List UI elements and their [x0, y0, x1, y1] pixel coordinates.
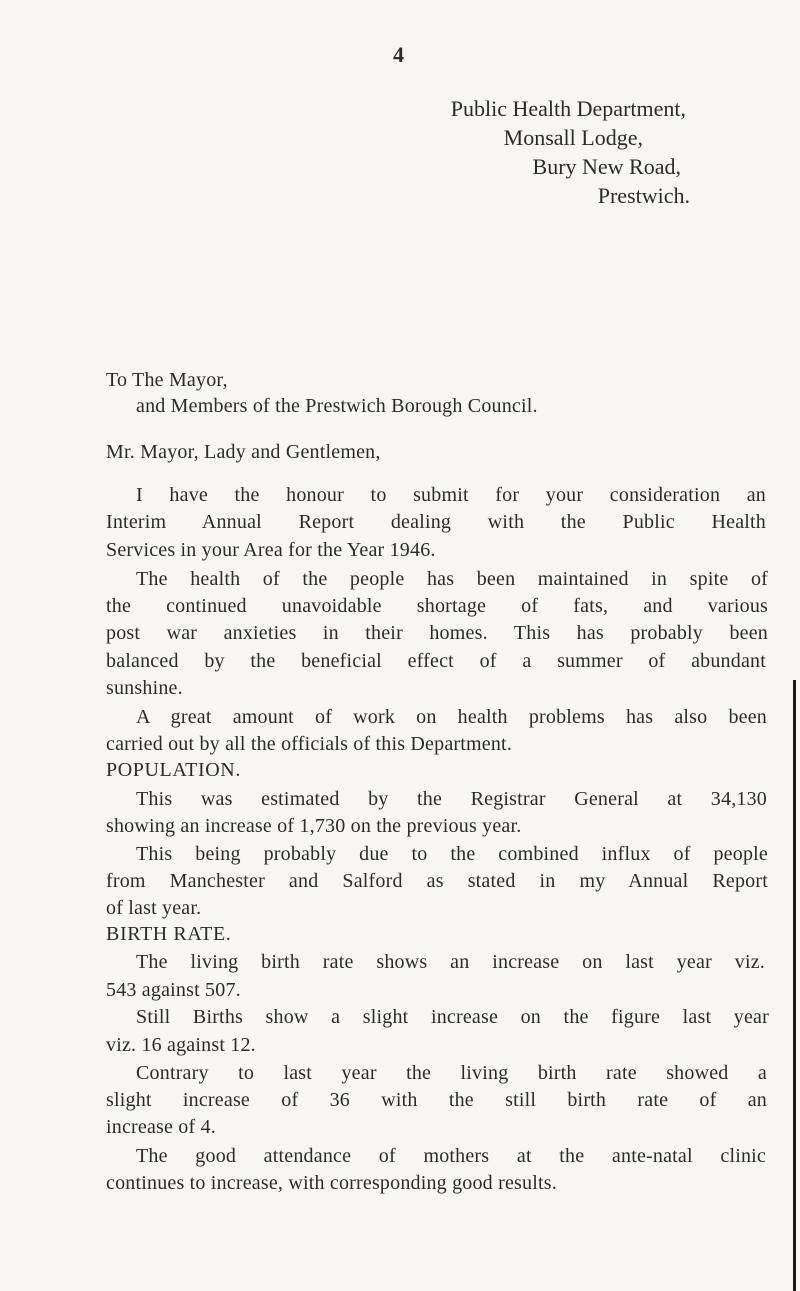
address-line: Public Health Department, [450, 96, 686, 121]
body-line: slight increase of 36 with the still birth rate of an [106, 1089, 767, 1111]
body-line: of last year. [106, 897, 202, 919]
body-line: Contrary to last year the living birth rate showed a [136, 1062, 767, 1084]
body-line: sunshine. [106, 677, 183, 699]
body-line: balanced by the beneficial effect of a summer of abundant [106, 650, 766, 672]
body-line: Services in your Area for the Year 1946. [106, 539, 436, 561]
page-edge-line [793, 680, 796, 1291]
body-line: post war anxieties in their homes. This has probably been [106, 622, 768, 644]
body-line: Interim Annual Report dealing with the Public Health [106, 511, 766, 533]
body-line: The good attendance of mothers at the ante-natal clinic [136, 1145, 766, 1167]
body-line: continues to increase, with corresponding good results. [106, 1172, 557, 1194]
body-line: A great amount of work on health problems has also been [136, 706, 767, 728]
addressee-line: To The Mayor, [106, 369, 228, 391]
body-line: carried out by all the officials of this Department. [106, 733, 513, 755]
sender-address [0, 94, 690, 210]
body-line: Still Births show a slight increase on the figure last year [136, 1006, 769, 1028]
addressee-line: and Members of the Prestwich Borough Council. [136, 395, 538, 417]
body-line: showing an increase of 1,730 on the previous year. [106, 815, 522, 837]
body-line: increase of 4. [106, 1116, 216, 1138]
body-line: This being probably due to the combined influx of people [136, 843, 768, 865]
body-line: 543 against 507. [106, 979, 241, 1001]
body-line: I have the honour to submit for your consideration an [136, 484, 766, 506]
page-number: 4 [393, 42, 404, 67]
salutation: Mr. Mayor, Lady and Gentlemen, [106, 441, 381, 463]
address-line: Bury New Road, [532, 154, 681, 179]
address-line: Monsall Lodge, [503, 125, 643, 150]
address-line: Prestwich. [597, 183, 690, 208]
section-heading: BIRTH RATE. [106, 923, 232, 945]
body-line: The health of the people has been maintained in spite of [136, 568, 768, 590]
body-line: viz. 16 against 12. [106, 1034, 256, 1056]
body-line: The living birth rate shows an increase on last year viz. [136, 951, 765, 973]
body-line: the continued unavoidable shortage of fats, and various [106, 595, 768, 617]
section-heading: POPULATION. [106, 759, 241, 781]
body-line: from Manchester and Salford as stated in my Annual Report [106, 870, 768, 892]
body-line: This was estimated by the Registrar General at 34,130 [136, 788, 767, 810]
